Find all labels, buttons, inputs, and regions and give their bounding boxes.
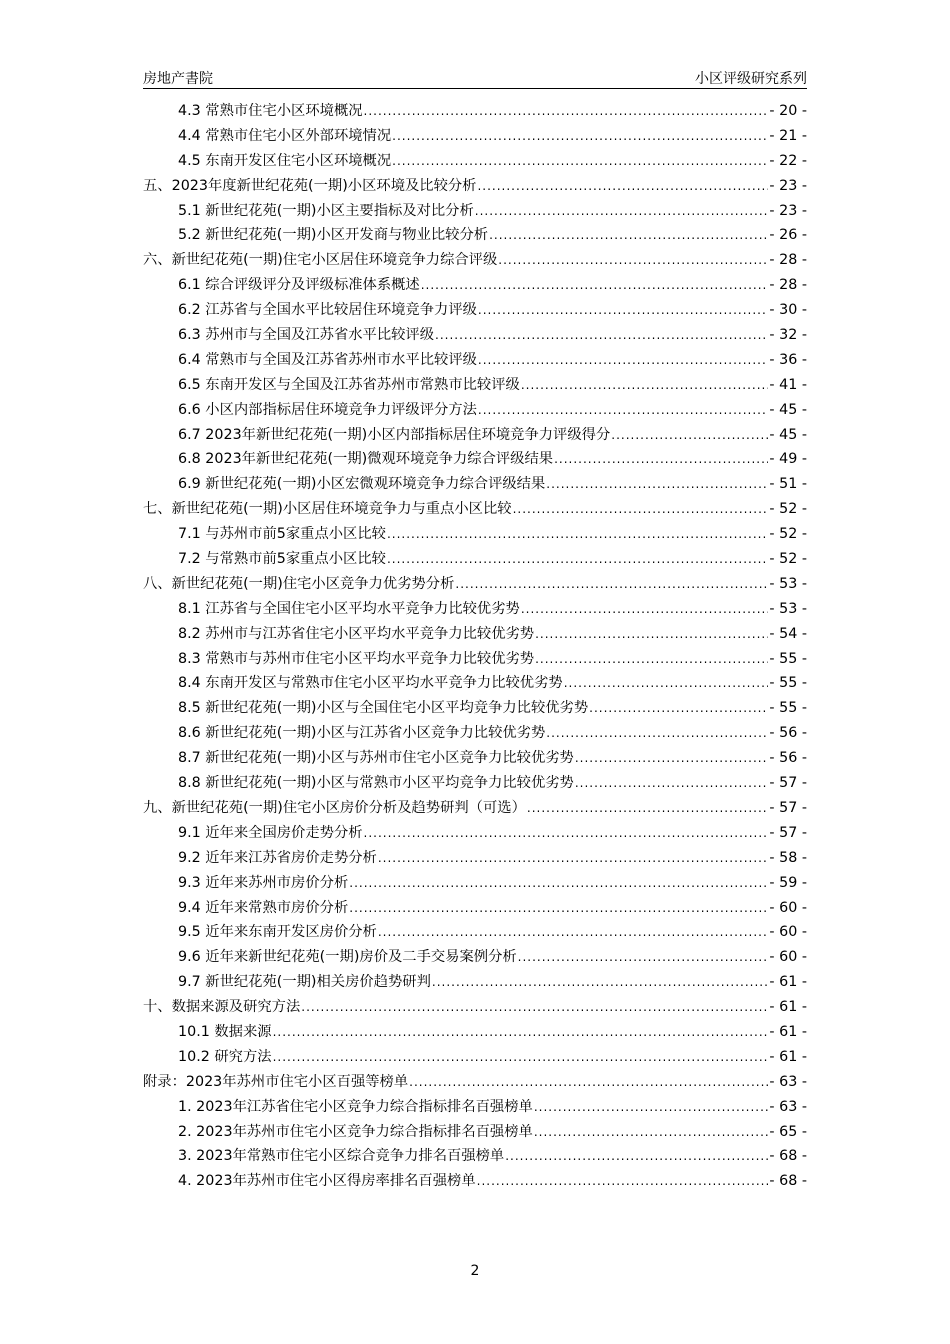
toc-entry-page: - 60 - (769, 924, 807, 941)
toc-entry[interactable] (143, 721, 807, 746)
toc-leader-dots (534, 1095, 769, 1120)
toc-leader-dots (387, 547, 768, 572)
toc-entry-page: - 65 - (769, 1123, 807, 1140)
toc-entry[interactable] (143, 348, 807, 373)
toc-entry-page: - 60 - (769, 949, 807, 966)
toc-leader-dots (378, 846, 769, 871)
toc-entry-page: - 53 - (769, 575, 807, 592)
toc-entry-title: 4. 2023年苏州市住宅小区得房率排名百强榜单 (178, 1173, 476, 1190)
toc-entry-title: 1. 2023年江苏省住宅小区竞争力综合指标排名百强榜单 (178, 1098, 533, 1115)
toc-entry-page: - 26 - (769, 227, 807, 244)
toc-entry-title: 9.6 近年来新世纪花苑(一期)房价及二手交易案例分析 (178, 949, 517, 966)
toc-entry-page: - 55 - (769, 675, 807, 692)
toc-leader-dots (392, 124, 768, 149)
toc-leader-dots (477, 174, 768, 199)
toc-entry-title: 8.1 江苏省与全国住宅小区平均水平竞争力比较优劣势 (178, 600, 520, 617)
toc-leader-dots (478, 348, 768, 373)
toc-entry[interactable] (143, 597, 807, 622)
toc-entry-page: - 22 - (769, 152, 807, 169)
toc-entry-title: 9.2 近年来江苏省房价走势分析 (178, 849, 377, 866)
toc-entry-title: 2. 2023年苏州市住宅小区竞争力综合指标排名百强榜单 (178, 1123, 533, 1140)
toc-leader-dots (364, 99, 769, 124)
toc-entry-page: - 20 - (769, 103, 807, 119)
toc-entry-title: 6.3 苏州市与全国及江苏省水平比较评级 (178, 327, 435, 344)
toc-entry-title: 9.3 近年来苏州市房价分析 (178, 874, 349, 891)
toc-entry[interactable] (143, 373, 807, 398)
toc-leader-dots (273, 1020, 769, 1045)
toc-leader-dots (301, 995, 768, 1020)
toc-entry-title: 5.2 新世纪花苑(一期)小区开发商与物业比较分析 (178, 227, 489, 244)
toc-entry-title: 5.1 新世纪花苑(一期)小区主要指标及对比分析 (178, 202, 474, 219)
toc-entry[interactable] (143, 472, 807, 497)
toc-entry-title: 五、2023年度新世纪花苑(一期)小区环境及比较分析 (143, 177, 477, 194)
toc-entry-title: 8.4 东南开发区与常熟市住宅小区平均水平竞争力比较优劣势 (178, 675, 563, 692)
table-of-contents (143, 99, 807, 1194)
toc-entry-page: - 23 - (769, 177, 807, 194)
toc-entry-page: - 57 - (769, 824, 807, 841)
toc-entry-page: - 32 - (769, 327, 807, 344)
page-header (143, 66, 807, 89)
toc-leader-dots (498, 248, 768, 273)
toc-entry-title: 8.5 新世纪花苑(一期)小区与全国住宅小区平均竞争力比较优劣势 (178, 700, 589, 717)
toc-entry-page: - 61 - (769, 1048, 807, 1065)
toc-entry-title: 7.1 与苏州市前5家重点小区比较 (178, 526, 386, 543)
toc-entry[interactable] (143, 1120, 807, 1145)
toc-entry[interactable] (143, 447, 807, 472)
toc-entry-title: 9.5 近年来东南开发区房价分析 (178, 924, 377, 941)
toc-leader-dots (477, 1169, 769, 1194)
toc-leader-dots (546, 472, 768, 497)
toc-leader-dots (435, 323, 768, 348)
toc-entry[interactable] (143, 821, 807, 846)
toc-entry-page: - 28 - (769, 252, 807, 269)
toc-leader-dots (409, 1070, 768, 1095)
toc-entry-page: - 21 - (769, 127, 807, 144)
toc-entry-title: 4.3 常熟市住宅小区环境概况 (178, 103, 363, 119)
toc-entry-page: - 60 - (769, 899, 807, 916)
toc-leader-dots (518, 945, 769, 970)
toc-entry-title: 7.2 与常熟市前5家重点小区比较 (178, 551, 386, 568)
toc-entry[interactable] (143, 273, 807, 298)
toc-entry-title: 六、新世纪花苑(一期)住宅小区居住环境竞争力综合评级 (143, 252, 498, 269)
toc-entry[interactable] (143, 497, 807, 522)
toc-entry[interactable] (143, 423, 807, 448)
toc-entry-page: - 61 - (769, 1023, 807, 1040)
toc-entry-page: - 61 - (769, 974, 807, 991)
toc-entry[interactable] (143, 871, 807, 896)
toc-leader-dots (611, 423, 768, 448)
page-number: 2 (470, 1263, 480, 1279)
header-left-title: 房地产書院 (143, 71, 213, 87)
toc-entry-page: - 68 - (769, 1148, 807, 1165)
toc-entry[interactable] (143, 995, 807, 1020)
toc-leader-dots (455, 572, 768, 597)
toc-entry-page: - 30 - (769, 302, 807, 319)
toc-entry[interactable] (143, 298, 807, 323)
toc-entry-title: 9.7 新世纪花苑(一期)相关房价趋势研判 (178, 974, 431, 991)
toc-entry[interactable] (143, 149, 807, 174)
toc-leader-dots (432, 970, 769, 995)
toc-leader-dots (535, 647, 768, 672)
toc-leader-dots (527, 796, 769, 821)
toc-entry-title: 八、新世纪花苑(一期)住宅小区竞争力优劣势分析 (143, 575, 455, 592)
toc-entry-title: 8.3 常熟市与苏州市住宅小区平均水平竞争力比较优劣势 (178, 650, 535, 667)
toc-entry[interactable] (143, 223, 807, 248)
toc-entry-title: 6.7 2023年新世纪花苑(一期)小区内部指标居住环境竞争力评级得分 (178, 426, 611, 443)
toc-entry[interactable] (143, 547, 807, 572)
toc-entry-page: - 54 - (769, 625, 807, 642)
toc-entry[interactable] (143, 124, 807, 149)
toc-leader-dots (521, 597, 769, 622)
toc-leader-dots (521, 373, 769, 398)
toc-leader-dots (349, 896, 768, 921)
toc-entry-page: - 55 - (769, 700, 807, 717)
toc-entry-title: 七、新世纪花苑(一期)小区居住环境竞争力与重点小区比较 (143, 501, 512, 518)
toc-entry[interactable] (143, 970, 807, 995)
toc-entry[interactable] (143, 1169, 807, 1194)
toc-leader-dots (421, 273, 769, 298)
toc-leader-dots (505, 1144, 768, 1169)
toc-entry[interactable] (143, 671, 807, 696)
toc-entry[interactable] (143, 1045, 807, 1070)
toc-entry[interactable] (143, 99, 807, 124)
toc-entry-title: 4.5 东南开发区住宅小区环境概况 (178, 152, 392, 169)
toc-entry-title: 9.1 近年来全国房价走势分析 (178, 824, 363, 841)
toc-entry-page: - 45 - (769, 401, 807, 418)
toc-entry-title: 6.4 常熟市与全国及江苏省苏州市水平比较评级 (178, 351, 477, 368)
toc-leader-dots (575, 746, 769, 771)
toc-leader-dots (564, 671, 769, 696)
toc-entry-title: 6.2 江苏省与全国水平比较居住环境竞争力评级 (178, 302, 477, 319)
toc-entry-page: - 52 - (769, 551, 807, 568)
toc-entry-page: - 52 - (769, 501, 807, 518)
toc-entry[interactable] (143, 174, 807, 199)
toc-entry[interactable] (143, 771, 807, 796)
toc-leader-dots (478, 398, 768, 423)
toc-leader-dots (489, 223, 768, 248)
toc-entry[interactable] (143, 398, 807, 423)
toc-entry-title: 九、新世纪花苑(一期)住宅小区房价分析及趋势研判（可选） (143, 799, 526, 816)
toc-entry[interactable] (143, 696, 807, 721)
toc-entry[interactable] (143, 1095, 807, 1120)
toc-entry[interactable] (143, 647, 807, 672)
toc-leader-dots (478, 298, 768, 323)
toc-entry[interactable] (143, 1144, 807, 1169)
toc-entry-title: 10.1 数据来源 (178, 1023, 272, 1040)
toc-entry[interactable] (143, 199, 807, 224)
toc-entry[interactable] (143, 796, 807, 821)
toc-entry-title: 6.8 2023年新世纪花苑(一期)微观环境竞争力综合评级结果 (178, 451, 554, 468)
toc-entry-page: - 57 - (769, 775, 807, 792)
toc-leader-dots (535, 622, 768, 647)
toc-leader-dots (554, 447, 768, 472)
toc-entry-page: - 41 - (769, 376, 807, 393)
toc-entry-title: 9.4 近年来常熟市房价分析 (178, 899, 349, 916)
toc-entry-page: - 59 - (769, 874, 807, 891)
toc-leader-dots (378, 920, 769, 945)
toc-entry[interactable] (143, 1070, 807, 1095)
toc-entry-title: 8.8 新世纪花苑(一期)小区与常熟市小区平均竞争力比较优劣势 (178, 775, 574, 792)
toc-leader-dots (513, 497, 769, 522)
toc-entry[interactable] (143, 572, 807, 597)
header-right-title: 小区评级研究系列 (695, 71, 807, 87)
toc-entry-title: 10.2 研究方法 (178, 1048, 272, 1065)
toc-entry[interactable] (143, 522, 807, 547)
toc-entry-page: - 56 - (769, 725, 807, 742)
toc-entry-title: 3. 2023年常熟市住宅小区综合竞争力排名百强榜单 (178, 1148, 505, 1165)
toc-entry[interactable] (143, 920, 807, 945)
toc-entry-page: - 63 - (769, 1073, 807, 1090)
toc-entry-page: - 58 - (769, 849, 807, 866)
toc-entry-page: - 56 - (769, 750, 807, 767)
toc-entry-page: - 28 - (769, 277, 807, 294)
toc-leader-dots (475, 199, 769, 224)
toc-entry-title: 6.9 新世纪花苑(一期)小区宏微观环境竞争力综合评级结果 (178, 476, 546, 493)
toc-entry[interactable] (143, 896, 807, 921)
toc-entry-page: - 49 - (769, 451, 807, 468)
toc-entry-title: 8.2 苏州市与江苏省住宅小区平均水平竞争力比较优劣势 (178, 625, 535, 642)
toc-entry-title: 6.1 综合评级评分及评级标准体系概述 (178, 277, 420, 294)
toc-entry-page: - 36 - (769, 351, 807, 368)
toc-entry-page: - 63 - (769, 1098, 807, 1115)
toc-leader-dots (575, 771, 769, 796)
toc-leader-dots (387, 522, 768, 547)
toc-entry[interactable] (143, 846, 807, 871)
toc-entry-page: - 51 - (769, 476, 807, 493)
toc-entry-title: 附录：2023年苏州市住宅小区百强等榜单 (143, 1073, 409, 1090)
toc-entry-page: - 57 - (769, 799, 807, 816)
toc-entry-page: - 45 - (769, 426, 807, 443)
toc-entry-page: - 53 - (769, 600, 807, 617)
toc-entry-title: 4.4 常熟市住宅小区外部环境情况 (178, 127, 392, 144)
toc-entry-title: 8.7 新世纪花苑(一期)小区与苏州市住宅小区竞争力比较优劣势 (178, 750, 574, 767)
toc-entry-page: - 68 - (769, 1173, 807, 1190)
toc-leader-dots (273, 1045, 769, 1070)
toc-entry[interactable] (143, 323, 807, 348)
toc-entry-page: - 61 - (769, 999, 807, 1016)
toc-leader-dots (392, 149, 768, 174)
toc-entry-title: 6.5 东南开发区与全国及江苏省苏州市常熟市比较评级 (178, 376, 520, 393)
toc-entry-title: 6.6 小区内部指标居住环境竞争力评级评分方法 (178, 401, 477, 418)
toc-leader-dots (534, 1120, 769, 1145)
toc-entry[interactable] (143, 248, 807, 273)
toc-entry-title: 8.6 新世纪花苑(一期)小区与江苏省小区竞争力比较优劣势 (178, 725, 546, 742)
toc-entry-page: - 52 - (769, 526, 807, 543)
toc-leader-dots (589, 696, 768, 721)
toc-entry-page: - 23 - (769, 202, 807, 219)
toc-entry[interactable] (143, 945, 807, 970)
toc-entry-title: 十、数据来源及研究方法 (143, 999, 301, 1016)
toc-leader-dots (364, 821, 769, 846)
toc-entry-page: - 55 - (769, 650, 807, 667)
toc-entry[interactable] (143, 622, 807, 647)
toc-leader-dots (546, 721, 768, 746)
toc-entry[interactable] (143, 746, 807, 771)
toc-entry[interactable] (143, 1020, 807, 1045)
toc-leader-dots (349, 871, 768, 896)
